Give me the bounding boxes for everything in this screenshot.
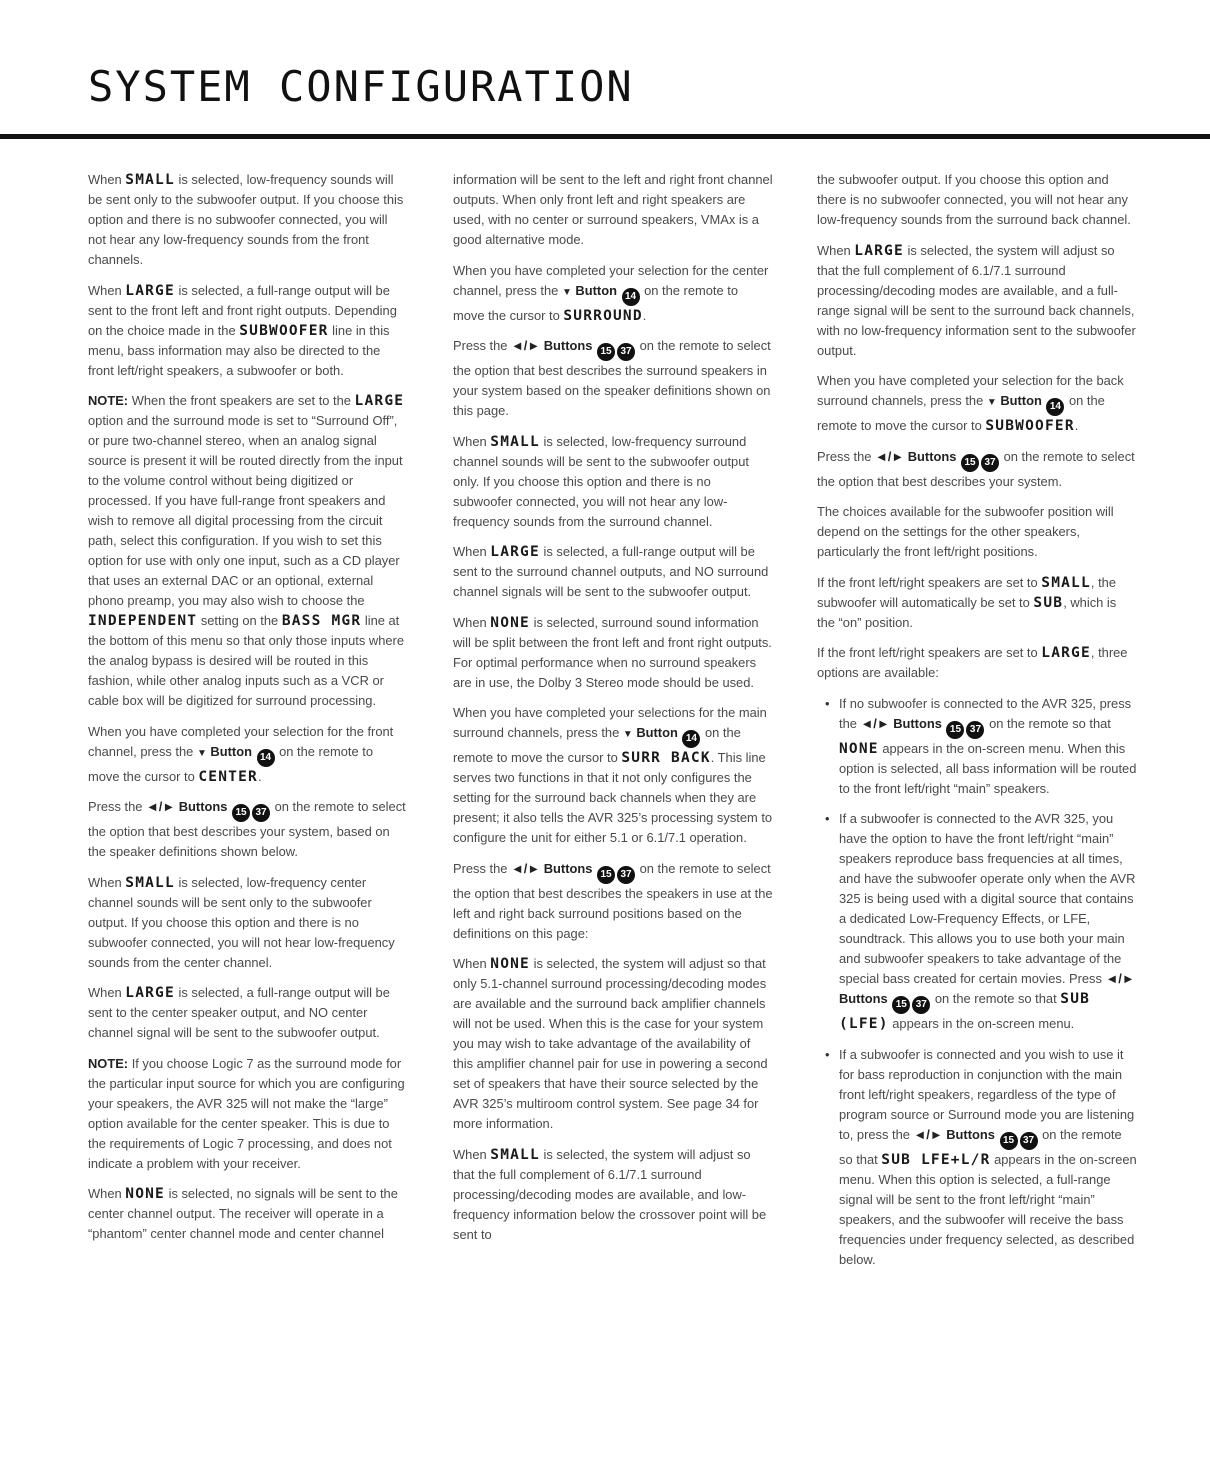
paragraph: When you have completed your selections for the main surround channels, press the ▼ Button 14 on the remote to move the cursor to SURR BACK. This line serves two functions in that it not only configures the setting for the surround back channels when they are present; it also tells the AVR 325’s processing system to configure the unit for either 5.1 or 6.1/7.1 operation. — [453, 705, 773, 845]
callout-15-icon: 15 — [961, 454, 979, 472]
paragraph: If the front left/right speakers are set to LARGE, three options are available: — [817, 645, 1128, 680]
paragraph: If the front left/right speakers are set to SMALL, the subwoofer will automatically be set to SUB, which is the “on” position. — [817, 574, 1117, 630]
paragraph: When LARGE is selected, a full-range output will be sent to the surround channel outputs, and NO surround channel signals will be sent to the subwoofer output. — [453, 544, 769, 599]
paragraph: the subwoofer output. If you choose this option and there is no subwoofer connected, you will not hear any low-frequency sounds from the surround back channel. — [817, 172, 1131, 227]
down-arrow-icon: ▼ — [986, 397, 997, 408]
paragraph: When LARGE is selected, the system will adjust so that the full complement of 6.1/7.1 surround processing/decoding modes are available, and a full-range signal will be sent to the surround back channels, with no low-frequency information sent to the subwoofer output. — [817, 242, 1136, 358]
column-2 — [453, 170, 773, 1255]
left-right-arrow-icon: ◄/► — [1105, 971, 1135, 986]
callout-15-icon: 15 — [597, 343, 615, 361]
down-arrow-icon: ▼ — [196, 747, 207, 759]
paragraph: Press the ◄/► Buttons 15 37 on the remote to select the option that best describes the surround speakers in your system based on the speaker definitions shown on this page. — [453, 338, 771, 418]
paragraph: When SMALL is selected, the system will adjust so that the full complement of 6.1/7.1 surround processing/decoding modes are available, and low-frequency information below the crossover point will be sent to — [453, 1146, 767, 1242]
note-paragraph: NOTE: When the front speakers are set to the LARGE option and the surround mode is set to “Surround Off”, or pure two-channel stereo, when an analog signal source is present it will be routed directly from the input to the volume control without being digitized or processed. If you have full-range front speakers and wish to remove all digital processing from the circuit path, select this configuration. If you wish to set this option for use with only one input, such as a CD player that uses an external DAC or an optional, external phono preamp, you may also wish to choose the INDEPENDENT setting on the BASS MGR line at the bottom of this menu so that only those inputs where the analog bypass is desired will be routed in this fashion, while other analog inputs such as a VCR or cable box will be digitized for surround processing. — [88, 393, 405, 708]
menu-setting: SURR BACK — [621, 750, 711, 766]
left-right-arrow-icon: ◄/► — [511, 338, 541, 353]
paragraph: Press the ◄/► Buttons 15 37 on the remote to select the option that best describes the speakers in use at the left and right back surround positions based on the definitions on this page: — [453, 860, 773, 941]
list-item: • If a subwoofer is connected to the AVR 325, you have the option to have the front left/right “main” speakers reproduce bass frequencies at all times, and have the subwoofer operate only when the AVR 325 is being used with a digital source that contains a dedicated Low-Frequency Effects, or LFE, soundtrack. This allows you to use both your main and subwoofer speakers to take advantage of the special bass created for certain movies. Press ◄/► Buttons 15 37 on the remote so that SUB (LFE) appears in the on-screen menu. — [817, 809, 1137, 1034]
callout-14-icon: 14 — [682, 730, 700, 748]
page-title: SYSTEM CONFIGURATION — [88, 62, 634, 111]
note-label: NOTE: — [88, 393, 129, 408]
left-right-arrow-icon: ◄/► — [913, 1126, 943, 1142]
paragraph: When SMALL is selected, low-frequency sounds will be sent only to the subwoofer output. If you choose this option and there is no subwoofer connected, you will not hear any low-frequency sounds from the front channels. — [88, 172, 404, 267]
callout-37-icon: 37 — [981, 454, 999, 472]
down-arrow-icon: ▼ — [622, 729, 633, 740]
note-label: NOTE: — [88, 1055, 129, 1071]
list-item: • If a subwoofer is connected and you wish to use it for bass reproduction in conjunction with the main front left/right speakers, regardless of the type of program source or Surround mode you are listening to, press the ◄/► Buttons 15 37 on the remote so that SUB LFE+L/R appears in the on-screen menu. When this option is selected, a full-range signal will be sent to the front left/right “main” speakers, and the subwoofer will receive the bass frequencies under frequency selected, as described below. — [817, 1045, 1137, 1270]
callout-37-icon: 37 — [912, 996, 930, 1014]
note-paragraph: NOTE: If you choose Logic 7 as the surround mode for the particular input source for which you are configuring your speakers, the AVR 325 will not make the “large” option available for the center speaker. This is due to the requirements of Logic 7 processing, and does not indicate a problem with your receiver. — [88, 1055, 405, 1171]
callout-15-icon: 15 — [1000, 1132, 1018, 1150]
menu-setting: NONE — [125, 1186, 165, 1202]
menu-setting: SUB (LFE) — [839, 991, 1091, 1032]
menu-setting: SUBWOOFER — [239, 322, 329, 339]
paragraph: When NONE is selected, the system will adjust so that only 5.1-channel surround processing/decoding modes are available and the surround back amplifier channels will not be used. When this is the case for your system you may wish to take advantage of the availability of this amplifier channel pair for use in powering a second set of speakers that have their source selected by the AVR 325’s multiroom control system. See page 34 for more information. — [453, 956, 768, 1131]
menu-setting: NONE — [490, 614, 530, 631]
menu-setting: SMALL — [1041, 574, 1091, 591]
menu-setting: SMALL — [125, 874, 175, 891]
column-3 — [817, 170, 1137, 1280]
callout-14-icon: 14 — [257, 749, 275, 767]
paragraph: When SMALL is selected, low-frequency center channel sounds will be sent only to the subwoofer output. If you choose this option and there is no subwoofer connected, you will not hear low-frequency sounds from the center channel. — [88, 874, 395, 970]
menu-setting: SURROUND — [563, 307, 643, 324]
menu-setting: LARGE — [490, 544, 540, 560]
list-item: • If no subwoofer is connected to the AVR 325, press the ◄/► Buttons 15 37 on the remote so that NONE appears in the on-screen menu. When this option is selected, all bass information will be routed to the front left/right “main” speakers. — [817, 694, 1137, 799]
paragraph: Press the ◄/► Buttons 15 37 on the remote to select the option that best describes your system. — [817, 448, 1135, 489]
menu-setting: SMALL — [490, 1146, 540, 1163]
paragraph: When LARGE is selected, a full-range output will be sent to the front left and front right outputs. Depending on the choice made in the SUBWOOFER line in this menu, bass information may also be directed to the front left/right speakers, a subwoofer or both. — [88, 282, 397, 378]
callout-15-icon: 15 — [892, 996, 910, 1014]
paragraph: Press the ◄/► Buttons 15 37 on the remote to select the option that best describes your system, based on the speaker definitions shown below. — [88, 799, 406, 859]
menu-setting: BASS MGR — [281, 613, 362, 629]
paragraph: The choices available for the subwoofer position will depend on the settings for the other speakers, particularly the front left/right positions. — [817, 504, 1114, 559]
menu-setting: SUB — [1033, 594, 1064, 611]
callout-37-icon: 37 — [1020, 1132, 1038, 1150]
left-right-arrow-icon: ◄/► — [146, 799, 176, 814]
left-right-arrow-icon: ◄/► — [511, 860, 541, 876]
down-arrow-icon: ▼ — [561, 286, 572, 298]
left-right-arrow-icon: ◄/► — [860, 715, 890, 731]
menu-setting: LARGE — [125, 282, 175, 299]
menu-setting: SMALL — [490, 433, 540, 450]
callout-37-icon: 37 — [252, 804, 270, 822]
menu-setting: SUB LFE+L/R — [881, 1151, 991, 1168]
callout-15-icon: 15 — [597, 866, 615, 884]
paragraph: information will be sent to the left and right front channel outputs. When only front left and right speakers are used, with no center or surround speakers, VMAx is a good alternative mode. — [453, 172, 773, 247]
menu-setting: NONE — [839, 740, 879, 757]
menu-setting: LARGE — [854, 242, 904, 259]
menu-setting: LARGE — [354, 393, 405, 409]
paragraph: When NONE is selected, surround sound information will be split between the front left and front right outputs. For optimal performance when no surround speakers are in use, the Dolby 3 Stereo mode should be used. — [453, 614, 772, 690]
menu-setting: SMALL — [125, 172, 175, 188]
callout-37-icon: 37 — [617, 866, 635, 884]
paragraph: When you have completed your selection for the front channel, press the ▼ Button 14 on the remote to move the cursor to CENTER. — [88, 723, 394, 785]
paragraph: When you have completed your selection for the back surround channels, press the ▼ Button 14 on the remote to move the cursor to SUBWOOFER. — [817, 373, 1124, 434]
menu-setting: INDEPENDENT — [88, 613, 198, 629]
paragraph: When you have completed your selection for the center channel, press the ▼ Button 14 on the remote to move the cursor to SURROUND. — [453, 262, 769, 324]
menu-setting: SUBWOOFER — [985, 418, 1075, 434]
callout-14-icon: 14 — [1046, 398, 1064, 416]
menu-setting: CENTER — [198, 768, 258, 785]
callout-15-icon: 15 — [232, 804, 250, 822]
title-rule — [0, 134, 1210, 139]
callout-15-icon: 15 — [946, 721, 964, 739]
menu-setting: NONE — [490, 956, 530, 972]
left-right-arrow-icon: ◄/► — [875, 448, 905, 464]
paragraph: When LARGE is selected, a full-range output will be sent to the center speaker output, and NO center channel signal will be sent to the subwoofer output. — [88, 985, 390, 1040]
callout-37-icon: 37 — [966, 721, 984, 739]
callout-14-icon: 14 — [622, 288, 640, 306]
column-1 — [88, 170, 408, 1255]
subwoofer-options-list — [817, 694, 1137, 1270]
paragraph: When NONE is selected, no signals will be sent to the center channel output. The receiver will operate in a “phantom” center channel mode and center channel — [88, 1186, 398, 1241]
menu-setting: LARGE — [125, 985, 175, 1001]
callout-37-icon: 37 — [617, 343, 635, 361]
paragraph: When SMALL is selected, low-frequency surround channel sounds will be sent to the subwoofer output only. If you choose this option and there is no subwoofer connected, you will not hear any low-frequency sounds from the surround channel. — [453, 433, 749, 529]
menu-setting: LARGE — [1041, 645, 1091, 661]
